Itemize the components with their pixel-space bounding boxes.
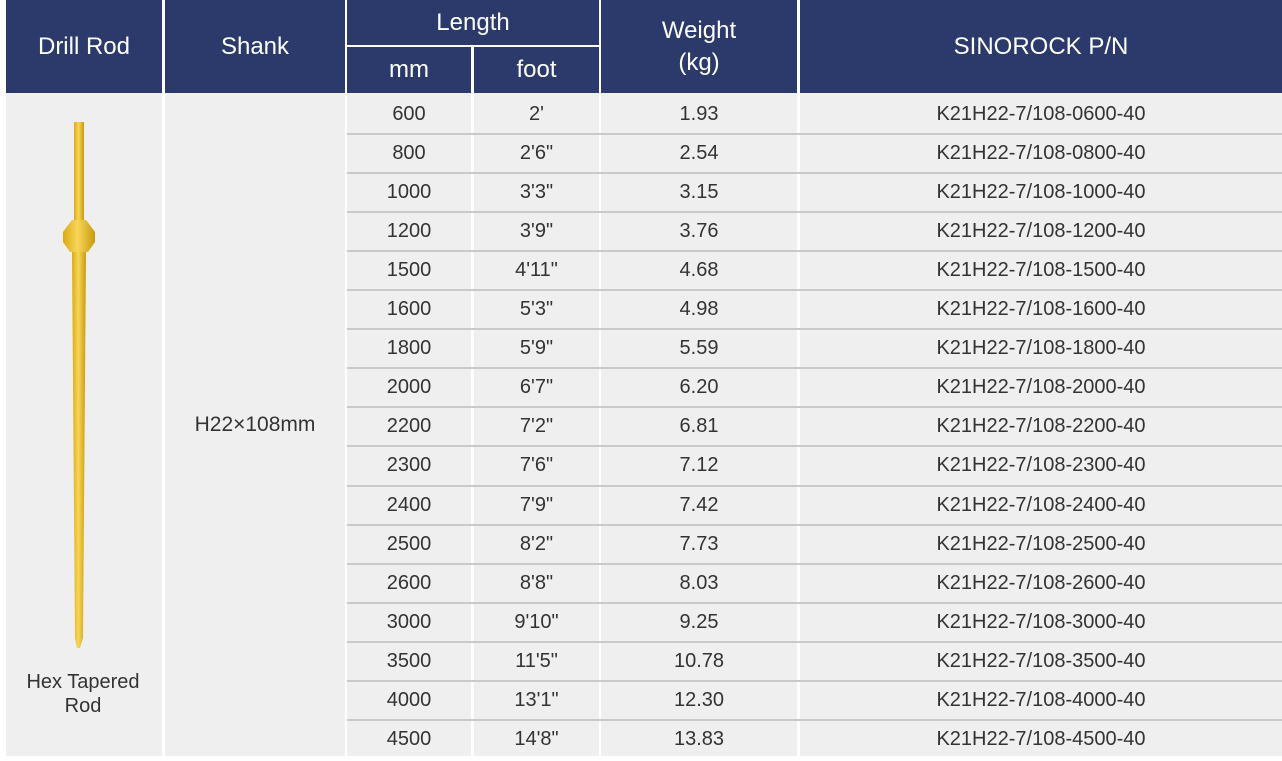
cell-foot: 4'11" [515, 259, 558, 282]
cell-mm: 4000 [386, 688, 432, 711]
header-shank [165, 0, 345, 93]
cell-foot: 8'2" [519, 532, 554, 555]
cell-mm: 800 [392, 142, 426, 165]
header-weight-line2: (kg) [678, 48, 720, 76]
cell-pn: K21H22-7/108-1000-40 [936, 181, 1146, 204]
cell-weight: 7.73 [679, 532, 719, 555]
header-foot-label: foot [516, 56, 557, 84]
shank-value: H22×108mm [194, 412, 316, 436]
cell-weight: 9.25 [679, 610, 719, 633]
header-shank-label: Shank [220, 32, 290, 60]
cell-mm: 1600 [386, 298, 432, 321]
header-length-label: Length [436, 8, 510, 36]
cell-pn: K21H22-7/108-0800-40 [936, 142, 1146, 165]
cell-weight: 13.83 [673, 727, 725, 750]
cell-mm: 1500 [386, 259, 432, 282]
drill-rod-caption-line2: Rod [64, 695, 102, 717]
rod-collar [63, 220, 95, 252]
cell-pn: K21H22-7/108-2600-40 [936, 571, 1146, 594]
cell-foot: 7'2" [519, 415, 554, 438]
cell-weight: 10.78 [673, 649, 725, 672]
cell-foot: 13'1" [514, 688, 559, 711]
cell-foot: 9'10" [514, 610, 559, 633]
header-mm [347, 47, 471, 93]
cell-mm: 2500 [386, 532, 432, 555]
cell-pn: K21H22-7/108-0600-40 [936, 103, 1146, 126]
cell-weight: 3.15 [679, 181, 719, 204]
cell-pn: K21H22-7/108-4000-40 [936, 688, 1146, 711]
cell-pn: K21H22-7/108-1500-40 [936, 259, 1146, 282]
cell-foot: 2' [529, 103, 544, 126]
cell-weight: 6.81 [679, 415, 719, 438]
cell-mm: 600 [392, 103, 426, 126]
cell-pn: K21H22-7/108-3500-40 [936, 649, 1146, 672]
cell-mm: 3500 [386, 649, 432, 672]
rod-top-shank [74, 122, 84, 220]
cell-pn: K21H22-7/108-1200-40 [936, 220, 1146, 243]
cell-weight: 2.54 [679, 142, 719, 165]
cell-weight: 6.20 [679, 376, 719, 399]
header-foot [474, 47, 599, 93]
cell-mm: 1000 [386, 181, 432, 204]
header-mm-label: mm [389, 56, 429, 84]
cell-weight: 1.93 [679, 103, 719, 126]
cell-foot: 7'9" [519, 493, 554, 516]
cell-weight: 4.98 [679, 298, 719, 321]
cell-foot: 7'6" [519, 454, 554, 477]
header-weight [601, 0, 797, 93]
cell-foot: 11'5" [515, 649, 558, 672]
cell-weight: 12.30 [673, 688, 725, 711]
cell-pn: K21H22-7/108-2400-40 [936, 493, 1146, 516]
cell-foot: 3'9" [519, 220, 554, 243]
cell-mm: 3000 [386, 610, 432, 633]
cell-foot: 5'3" [519, 298, 554, 321]
cell-pn: K21H22-7/108-2500-40 [936, 532, 1146, 555]
header-drill-rod-label: Drill Rod [37, 32, 130, 60]
drill-rod-illustration [55, 118, 105, 653]
cell-weight: 7.42 [679, 493, 719, 516]
cell-mm: 2600 [386, 571, 432, 594]
header-weight-line1: Weight [661, 17, 737, 45]
cell-weight: 8.03 [679, 571, 719, 594]
cell-weight: 3.76 [679, 220, 719, 243]
cell-pn: K21H22-7/108-2200-40 [936, 415, 1146, 438]
cell-mm: 2300 [386, 454, 432, 477]
cell-mm: 2200 [386, 415, 432, 438]
cell-mm: 1200 [386, 220, 432, 243]
cell-pn: K21H22-7/108-3000-40 [936, 610, 1146, 633]
cell-pn: K21H22-7/108-2300-40 [936, 454, 1146, 477]
cell-foot: 6'7" [519, 376, 554, 399]
header-pn [800, 0, 1282, 93]
cell-mm: 1800 [386, 337, 432, 360]
cell-pn: K21H22-7/108-1600-40 [936, 298, 1146, 321]
cell-weight: 5.59 [679, 337, 719, 360]
rod-body [72, 252, 86, 648]
cell-weight: 7.12 [679, 454, 719, 477]
cell-mm: 4500 [386, 727, 432, 750]
header-length [347, 0, 599, 45]
cell-foot: 3'3" [519, 181, 554, 204]
cell-foot: 14'8" [514, 727, 559, 750]
cell-mm: 2400 [386, 493, 432, 516]
cell-foot: 5'9" [519, 337, 554, 360]
cell-pn: K21H22-7/108-2000-40 [936, 376, 1146, 399]
drill-rod-caption-line1: Hex Tapered [26, 671, 140, 693]
cell-foot: 8'8" [519, 571, 554, 594]
cell-weight: 4.68 [679, 259, 719, 282]
header-drill-rod [6, 0, 162, 93]
cell-foot: 2'6" [519, 142, 554, 165]
cell-pn: K21H22-7/108-4500-40 [936, 727, 1146, 750]
drill-rod-caption [6, 670, 160, 718]
cell-pn: K21H22-7/108-1800-40 [936, 337, 1146, 360]
header-pn-label: SINOROCK P/N [953, 32, 1129, 60]
cell-mm: 2000 [386, 376, 432, 399]
